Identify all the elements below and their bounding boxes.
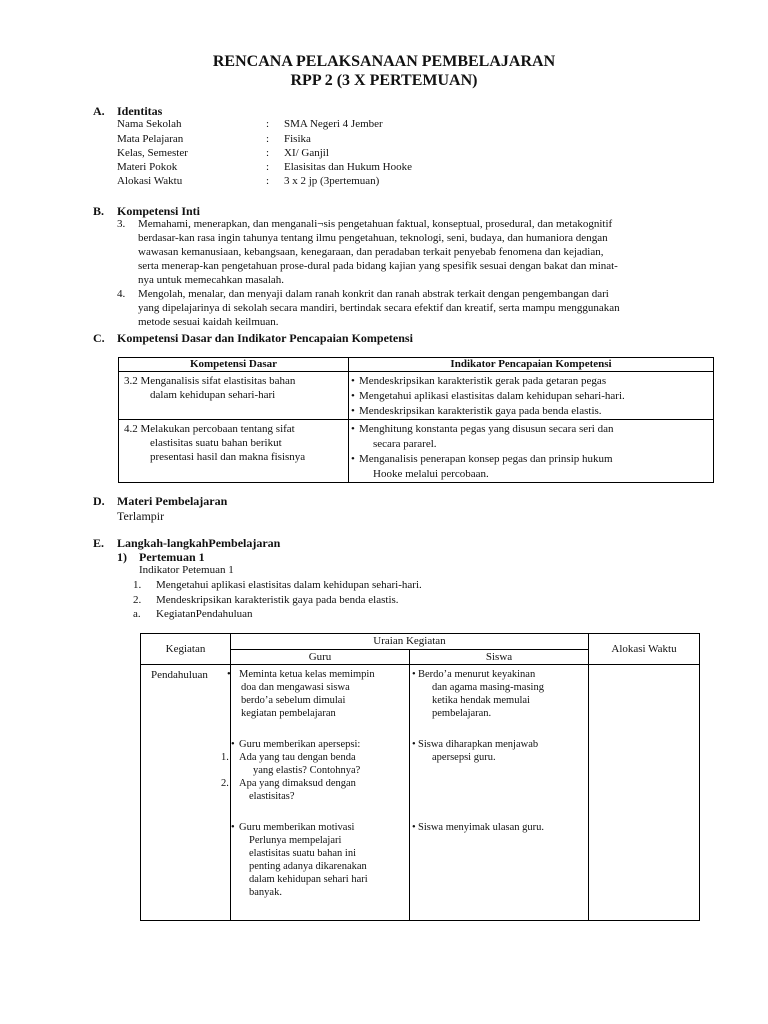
siswa-line: dan agama masing-masing [432,682,544,693]
indikator-number: 1. [133,579,142,591]
siswa-line: pembelajaran. [432,708,492,719]
ki-item-line: berdasar-kan rasa ingin tahunya tentang ilmu pengetahuan, teknologi, seni, budaya, dan humaniora dengan [138,232,608,244]
kompetensi-dasar-table [118,357,714,483]
identitas-value: Elasisitas dan Hukum Hooke [284,161,413,173]
sub-letter: a. [133,608,141,620]
ki-item-line: Memahami, menerapkan, dan menganali¬sis pengetahuan faktual, konseptual, prosedural, dan metakognitif [138,218,613,230]
section-b-heading: Kompetensi Inti [117,204,201,218]
identitas-value: Fisika [284,133,311,145]
ipk-bullet: • Menghitung konstanta pegas yang disusun secara seri dan [351,422,713,437]
identitas-value: 3 x 2 jp (3pertemuan) [284,175,380,187]
identitas-label: Kelas, Semester [117,147,188,159]
section-c-letter: C. [93,331,105,345]
identitas-label: Nama Sekolah [117,118,182,130]
ki-item-line: metode sesuai kaidah keilmuan. [138,316,279,328]
ipk-cell [349,372,714,420]
identitas-label: Alokasi Waktu [117,175,183,187]
materi-text: Terlampir [117,509,165,523]
ipk-bullet-continuation: secara pararel. [373,438,437,450]
section-d-heading: Materi Pembelajaran [117,494,228,508]
guru-line: Apa yang dimaksud dengan [239,778,356,789]
pertemuan-heading: Pertemuan 1 [139,550,205,564]
ki-item-number: 4. [117,288,126,300]
ipk-bullet-continuation: Hooke melalui percobaan. [373,468,489,480]
kegiatan-column-header: Kegiatan [141,634,231,665]
kegiatan-cell [141,665,231,921]
siswa-column-header: Siswa [410,650,589,665]
kd-line: elastisitas suatu bahan berikut [150,437,282,449]
kd-column-header: Kompetensi Dasar [119,358,349,372]
uraian-column-header: Uraian Kegiatan [231,634,589,650]
identitas-separator: : [266,118,270,130]
table-row [141,665,700,921]
siswa-cell: • Berdo’a menurut keyakinan dan agama masing-masing ketika hendak memulai pembelajaran. • Siswa diharapkan menjawab apersepsi guru. • Siswa menyimak ulasan guru. [410,665,589,921]
document-subtitle: RPP 2 (3 X PERTEMUAN) [290,72,478,89]
section-a-letter: A. [93,104,105,118]
guru-line: Guru memberikan motivasi [239,822,355,833]
ipk-bullet: • Menganalisis penerapan konsep pegas dan prinsip hukum [351,452,713,467]
guru-cell: • Meminta ketua kelas memimpin doa dan mengawasi siswa berdo’a sebelum dimulai kegiatan pembelajaran • Guru memberikan apersepsi: 1. Ada yang tau dengan benda yang elastis? Contohnya? 2. Apa yang dimaksud dengan elastisitas? • Guru memberikan motivasi Perlunya mempelajari elastisitas suatu bahan ini penting adanya dikarenakan dalam kehidupan sehari hari banyak. [231,665,410,921]
kegiatan-table [140,633,700,921]
ki-item-line: yang dipelajarinya di sekolah secara mandiri, bertindak secara efektif dan kreatif, serta mampu menggunakan [138,302,620,314]
section-e-letter: E. [93,536,105,550]
ipk-bullet: • Mendeskripsikan karakteristik gerak pada getaran pegas [351,374,713,389]
indikator-number: 2. [133,594,142,606]
ki-item-number: 3. [117,218,126,230]
ipk-bullet: • Mendeskripsikan karakteristik gaya pada benda elastis. [351,404,713,419]
guru-line: Guru memberikan apersepsi: [239,739,361,750]
identitas-label: Materi Pokok [117,161,178,173]
identitas-value: SMA Negeri 4 Jember [284,118,383,130]
pertemuan-number: 1) [117,550,127,564]
guru-line: Meminta ketua kelas memimpin [239,669,375,680]
section-d-letter: D. [93,494,105,508]
guru-line: doa dan mengawasi siswa [241,682,350,693]
guru-line: elastisitas? [249,791,295,802]
waktu-column-header: Alokasi Waktu [589,634,700,665]
identitas-value: XI/ Ganjil [284,147,329,159]
guru-line: Ada yang tau dengan benda [239,752,356,763]
kd-line: presentasi hasil dan makna fisisnya [150,451,306,463]
ki-item-line: Mengolah, menalar, dan menyaji dalam ranah konkrit dan ranah abstrak terkait dengan pengembangan dari [138,288,609,300]
table-row [119,420,714,483]
kd-line: 3.2 Menganalisis sifat elastisitas bahan [124,375,296,387]
siswa-line: Siswa diharapkan menjawab [418,739,539,750]
ipk-cell [349,420,714,483]
indikator-text: Mendeskripsikan karakteristik gaya pada benda elastis. [156,594,399,606]
siswa-line: Berdo’a menurut keyakinan [418,669,536,680]
pendahuluan-label: Pendahuluan [151,669,208,681]
indikator-title: Indikator Petemuan 1 [139,564,234,576]
guru-line: yang elastis? Contohnya? [253,765,361,776]
kd-cell [119,372,349,420]
guru-line: dalam kehidupan sehari hari [249,874,368,885]
ki-item-line: nya untuk memecahkan masalah. [138,274,285,286]
apersepsi-number: 2. [221,778,229,789]
identitas-separator: : [266,133,270,145]
siswa-line: apersepsi guru. [432,752,496,763]
kd-line: dalam kehidupan sehari-hari [150,389,276,401]
guru-line: banyak. [249,887,282,898]
kd-cell [119,420,349,483]
identitas-separator: : [266,147,270,159]
kd-line: 4.2 Melakukan percobaan tentang sifat [124,423,295,435]
indikator-text: Mengetahui aplikasi elastisitas dalam kehidupan sehari-hari. [156,579,422,591]
guru-line: kegiatan pembelajaran [241,708,336,719]
ki-item-line: serta menerap-kan pengetahuan prose-dural pada bidang kajian yang spesifik sesuai dengan bakat dan minat- [138,260,618,272]
section-e-heading: Langkah-langkahPembelajaran [117,536,281,550]
ki-item-line: wawasan kemanusiaan, kebangsaan, kenegaraan, dan peradaban terkait penyebab fenomena dan kejadian, [138,246,604,258]
guru-line: Perlunya mempelajari [249,835,342,846]
ipk-column-header: Indikator Pencapaian Kompetensi [349,358,714,372]
identitas-separator: : [266,175,270,187]
guru-line: penting adanya dikarenakan [249,861,367,872]
waktu-cell [589,665,700,921]
section-c-heading: Kompetensi Dasar dan Indikator Pencapaian Kompetensi [117,331,413,345]
sub-heading: KegiatanPendahuluan [156,608,253,620]
siswa-line: ketika hendak memulai [432,695,530,706]
section-a-heading: Identitas [117,104,163,118]
guru-column-header: Guru [231,650,410,665]
ipk-bullet: • Mengetahui aplikasi elastisitas dalam kehidupan sehari-hari. [351,389,713,404]
siswa-line: Siswa menyimak ulasan guru. [418,822,544,833]
identitas-separator: : [266,161,270,173]
section-b-letter: B. [93,204,105,218]
guru-line: elastisitas suatu bahan ini [249,848,357,859]
identitas-label: Mata Pelajaran [117,133,184,145]
table-row [119,372,714,420]
guru-line: berdo’a sebelum dimulai [241,695,346,706]
apersepsi-number: 1. [221,752,229,763]
document-title: RENCANA PELAKSANAAN PEMBELAJARAN [212,53,556,70]
